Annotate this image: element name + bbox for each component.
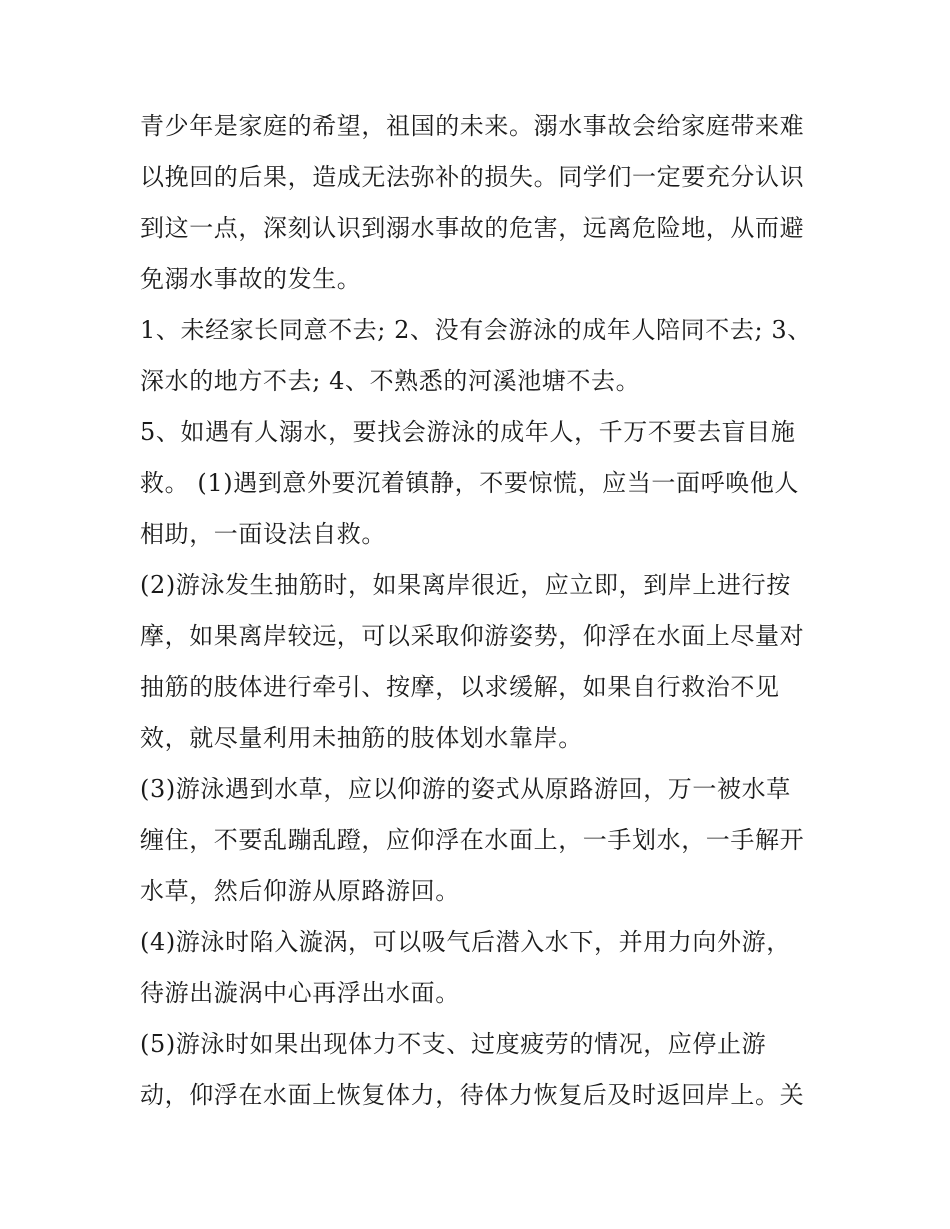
text-line: (3)游泳遇到水草，应以仰游的姿式从原路游回，万一被水草 [140,775,791,803]
text-line: 水草，然后仰游从原路游回。 [140,877,460,905]
text-line: (5)游泳时如果出现体力不支、过度疲劳的情况，应停止游 [140,1030,767,1058]
text-line: 动，仰浮在水面上恢复体力，待体力恢复后及时返回岸上。关 [140,1081,805,1109]
paragraph-whirlpool [140,917,820,1019]
paragraph-rules-1-4 [140,305,820,407]
document-body [140,101,820,1121]
text-line: 抽筋的肢体进行牵引、按摩，以求缓解，如果自行救治不见 [140,673,780,701]
paragraph-waterweed [140,764,820,917]
text-line: 免溺水事故的发生。 [140,265,362,293]
text-line: 相助，一面设法自救。 [140,520,386,548]
text-line: 效，就尽量利用未抽筋的肢体划水靠岸。 [140,724,583,752]
text-line: 摩，如果离岸较远，可以采取仰游姿势，仰浮在水面上尽量对 [140,622,805,650]
paragraph-fatigue [140,1019,820,1121]
text-line: 到这一点，深刻认识到溺水事故的危害，远离危险地，从而避 [140,214,805,242]
text-line: (4)游泳时陷入漩涡，可以吸气后潜入水下，并用力向外游， [140,928,791,956]
text-line: 救。 (1)遇到意外要沉着镇静，不要惊慌，应当一面呼唤他人 [140,469,800,497]
text-line: 以挽回的后果，造成无法弥补的损失。同学们一定要充分认识 [140,163,805,191]
paragraph-intro [140,101,820,305]
paragraph-rule-5 [140,407,820,560]
text-line: 青少年是家庭的希望，祖国的未来。溺水事故会给家庭带来难 [140,112,805,140]
text-line: 缠住，不要乱蹦乱蹬，应仰浮在水面上，一手划水，一手解开 [140,826,805,854]
text-line: 深水的地方不去; 4、不熟悉的河溪池塘不去。 [140,367,641,395]
text-line: 5、如遇有人溺水，要找会游泳的成年人，千万不要去盲目施 [140,418,796,446]
text-line: 1、未经家长同意不去; 2、没有会游泳的成年人陪同不去; 3、 [140,316,812,344]
text-line: (2)游泳发生抽筋时，如果离岸很近，应立即，到岸上进行按 [140,571,791,599]
paragraph-cramp [140,560,820,764]
text-line: 待游出漩涡中心再浮出水面。 [140,979,460,1007]
